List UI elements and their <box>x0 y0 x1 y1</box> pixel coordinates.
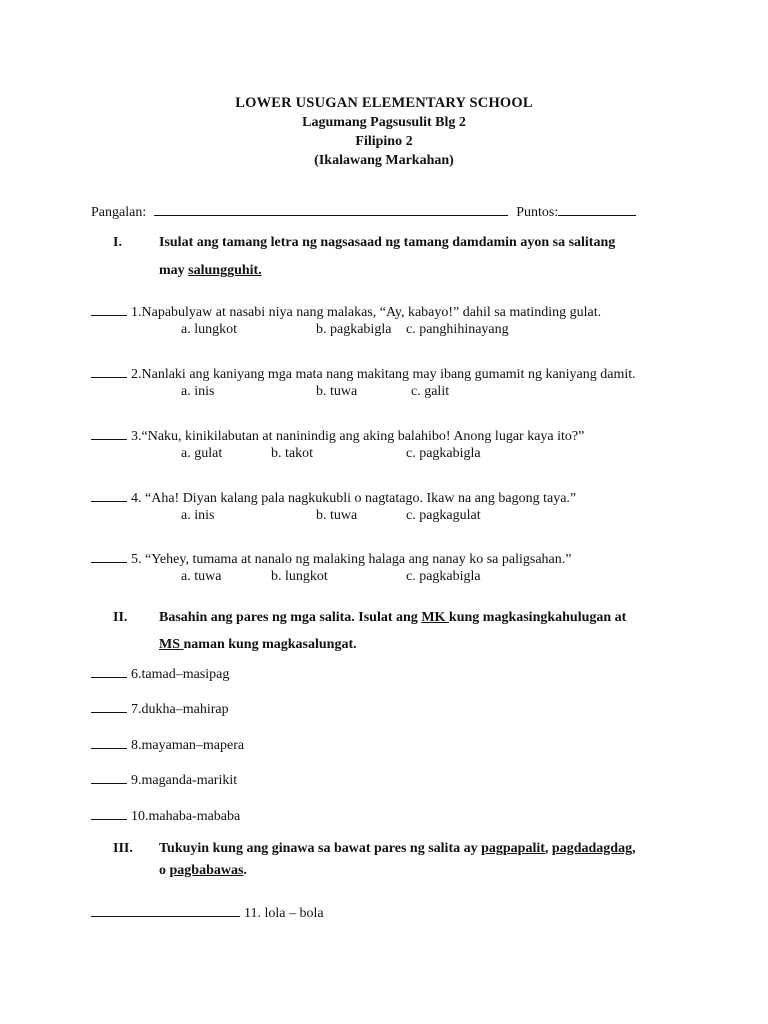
question-1: 1.Napabulyaw at nasabi niya nang malakas, “Ay, kabayo!” dahil sa matinding gulat. <box>91 302 601 321</box>
choice-b: b. tuwa <box>316 508 358 523</box>
section-3-instruction-line1: Tukuyin kung ang ginawa sa bawat pares ng salita ay pagpapalit, pagdadagdag, <box>159 841 636 856</box>
choice-c: c. galit <box>411 384 450 399</box>
answer-blank[interactable] <box>91 903 240 917</box>
answer-blank[interactable] <box>91 664 127 678</box>
choice-b: b. pagkabigla <box>316 322 392 337</box>
choice-a: a. inis <box>181 508 215 523</box>
subject-title: Filipino 2 <box>355 134 413 149</box>
score-label: Puntos: <box>516 205 559 220</box>
section-2-instruction-line2: MS naman kung magkasalungat. <box>159 637 357 652</box>
question-3: 3.“Naku, kinikilabutan at naninindig ang aking balahibo! Anong lugar kaya ito?” <box>91 426 584 445</box>
name-field[interactable] <box>154 202 508 216</box>
choice-a: a. lungkot <box>181 322 237 337</box>
section-2-instruction-line1: Basahin ang pares ng mga salita. Isulat ang MK kung magkasingkahulugan at <box>159 610 627 625</box>
item-11: 11. lola – bola <box>91 903 324 922</box>
choice-b: b. takot <box>271 446 313 461</box>
question-5: 5. “Yehey, tumama at nanalo ng malaking halaga ang nanay ko sa paligsahan.” <box>91 549 571 568</box>
question-4: 4. “Aha! Diyan kalang pala nagkukubli o nagtatago. Ikaw na ang bagong taya.” <box>91 488 576 507</box>
choice-a: a. tuwa <box>181 569 222 584</box>
choice-b: b. tuwa <box>316 384 358 399</box>
choice-a: a. inis <box>181 384 215 399</box>
choice-b: b. lungkot <box>271 569 328 584</box>
answer-blank[interactable] <box>91 364 127 378</box>
choice-c: c. pagkabigla <box>406 569 481 584</box>
document-header <box>0 94 768 170</box>
section-1-instruction-line2: may salungguhit. <box>159 263 262 278</box>
answer-blank[interactable] <box>91 302 127 316</box>
school-name: LOWER USUGAN ELEMENTARY SCHOOL <box>235 95 533 111</box>
answer-blank[interactable] <box>91 426 127 440</box>
score-field[interactable] <box>558 202 636 216</box>
name-label: Pangalan: <box>91 205 147 220</box>
section-2-number: II. <box>113 610 128 625</box>
item-8: 8.mayaman–mapera <box>91 735 244 754</box>
choice-a: a. gulat <box>181 446 223 461</box>
test-title: Lagumang Pagsusulit Blg 2 <box>302 115 466 130</box>
item-7: 7.dukha–mahirap <box>91 699 229 718</box>
section-1-instruction-line1: Isulat ang tamang letra ng nagsasaad ng tamang damdamin ayon sa salitang <box>159 235 616 250</box>
question-2: 2.Nanlaki ang kaniyang mga mata nang makitang may ibang gumamit ng kaniyang damit. <box>91 364 636 383</box>
answer-blank[interactable] <box>91 806 127 820</box>
section-3-number: III. <box>113 841 133 856</box>
section-3-instruction-line2: o pagbabawas. <box>159 863 247 878</box>
item-9: 9.maganda-marikit <box>91 770 237 789</box>
item-6: 6.tamad–masipag <box>91 664 229 683</box>
name-row <box>91 202 636 221</box>
answer-blank[interactable] <box>91 549 127 563</box>
answer-blank[interactable] <box>91 735 127 749</box>
choice-c: c. pagkabigla <box>406 446 481 461</box>
quarter-title: (Ikalawang Markahan) <box>314 153 454 168</box>
answer-blank[interactable] <box>91 770 127 784</box>
choice-c: c. pagkagulat <box>406 508 481 523</box>
answer-blank[interactable] <box>91 488 127 502</box>
choice-c: c. panghihinayang <box>406 322 509 337</box>
section-1-number: I. <box>113 235 122 250</box>
answer-blank[interactable] <box>91 699 127 713</box>
item-10: 10.mahaba-mababa <box>91 806 240 825</box>
